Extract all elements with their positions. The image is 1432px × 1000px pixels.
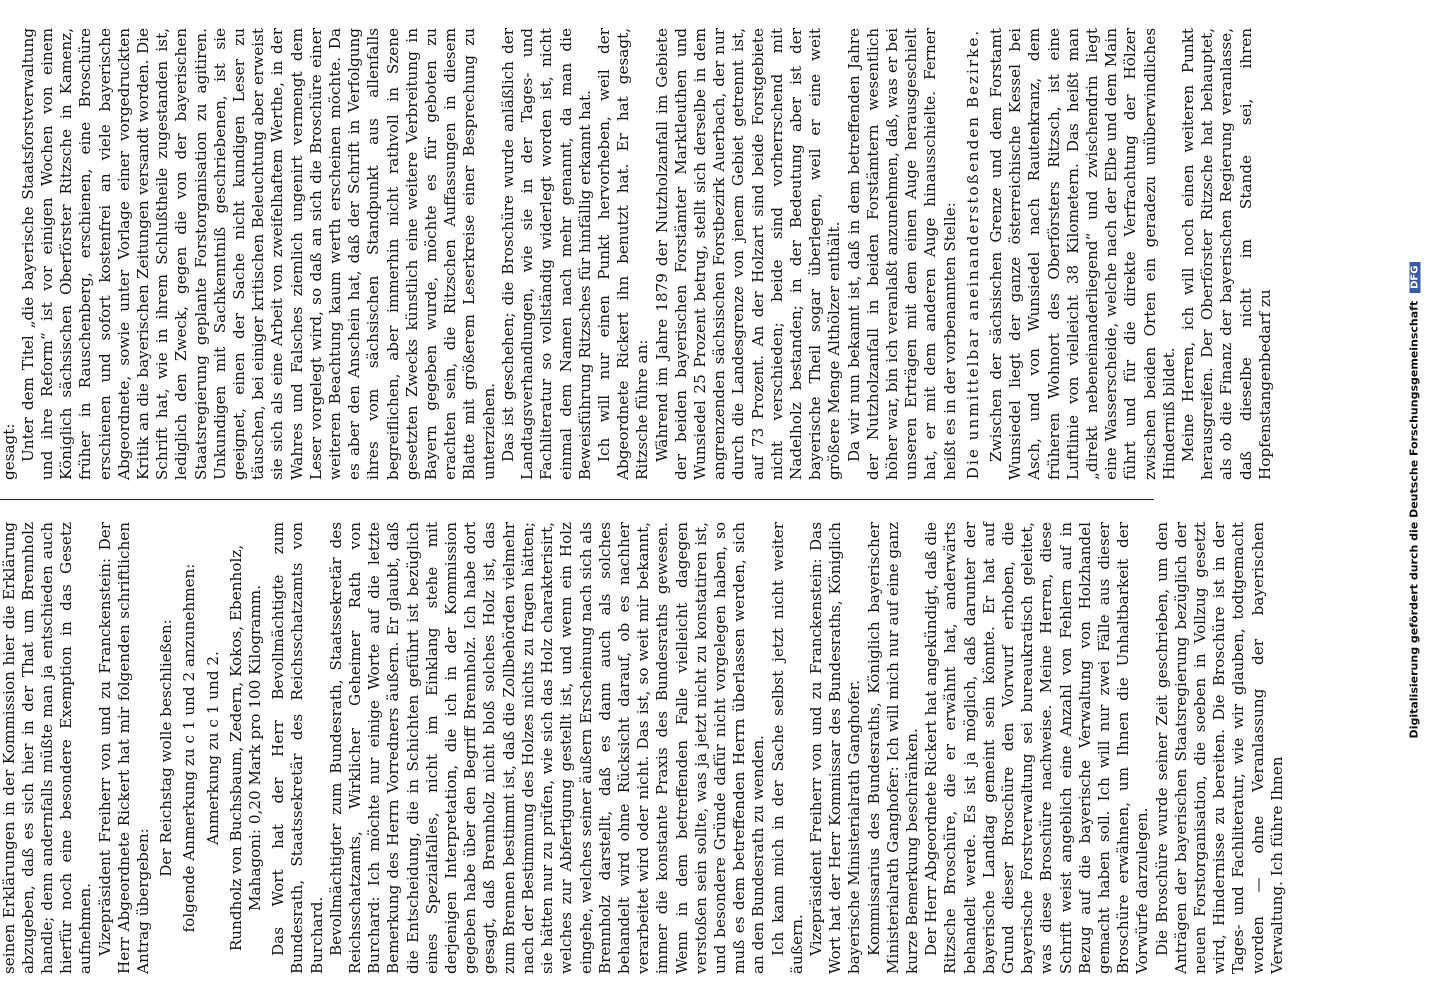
paragraph: Da wir nun bekannt ist, daß in dem betreffenden Jahre der Nutzholzanfall in beiden Forstämtern wesentlich höher war, bin ich veranlaßt anzunehmen, daß, was er bei unseren Erträgen mit dem einen Auge herausgeschielt hat, er mit dem anderen Auge hinausschielte. Ferner heißt es in der vorbenannten Stelle: xyxy=(844,28,959,480)
paragraph: Der Herr Abgeordnete Rickert hat angekündigt, daß die Ritzsche Broschüre, die er erwähnt hat, anderwärts behandelt werde. Es ist ja möglich, daß darunter der bayerische Landtag gemeint sein könnte. Er hat auf Grund dieser Broschüre den Vorwurf erhoben, die bayerische Forstverwaltung sei bureaukratisch geleitet, was diese Broschüre nachweise. Meine Herren, diese Schrift weist angeblich eine Anzahl von Fehlern auf in Bezug auf die bayerische Verwaltung von Holzhandel gemacht haben soll. Ich will nur zwei Fälle aus dieser Broschüre erwähnen, um Ihnen die Unhaltbarkeit der Vorwürfe darzulegen. xyxy=(922,522,1152,974)
paragraph: Die unmittelbar aneinanderstoßenden Bezirke. xyxy=(963,28,982,480)
left-column xyxy=(0,522,1286,974)
paragraph: Bevollmächtigter zum Bundesrath, Staatssekretär des Reichsschatzamts, Wirklicher Geheimer Rath von Burchard: Ich möchte nur einige Worte auf die letzte Bemerkung des Herrn Vorredners äußern. Er glaubt, daß die Entscheidung, die in Schichten geführt ist bezüglich eines Spezialfalles, nicht im Einklang stehe mit derjenigen Interpretation, die ich in der Kommission gegeben habe über den Begriff Brennholz. Ich habe dort gesagt, daß Brennholz nicht bloß solches Holz ist, das zum Brennen bestimmt ist, daß die Zollbehörden vielmehr nach der Bestimmung des Holzes nichts zu fragen hätten; sie hätten nur zu prüfen, wie sich das Holz charakterisirt, welches zur Abfertigung gestellt ist, und wenn ein Holz eingehe, welches seiner äußern Erscheinung nach sich als Brennholz darstellt, daß es dann auch als solches behandelt wird ohne Rücksicht darauf, ob es nachher verarbeitet wird oder nicht. Das ist, so weit mir bekannt, immer die konstante Praxis des Bundesraths gewesen. Wenn in dem betreffenden Falle vielleicht dagegen verstoßen sein sollte, was ja jetzt nicht zu konstatiren ist, und besondere Gründe dafür nicht vorgelegen haben, so muß es dem betreffenden Herrn überlassen werden, sich an den Bundesrath zu wenden. xyxy=(326,522,768,974)
paragraph: Der Reichstag wolle beschließen: xyxy=(157,619,176,877)
paragraph: Ich kann mich in der Sache selbst jetzt nicht weiter äußern. xyxy=(768,522,806,974)
dfg-note-text: Digitalisierung gefördert durch die Deutsche Forschungsgemeinschaft xyxy=(1407,300,1421,739)
right-column xyxy=(0,28,1274,480)
paragraph: Die Broschüre wurde seiner Zeit geschrieben, um den Anträgen der bayerischen Staatsregierung bezüglich der neuen Forstorganisation, die soeben in Vollzug gesetzt wird, Hindernisse zu bereiten. Die Broschüre ist in der Tages- und Fachliteratur, wie wir glauben, todtgemacht worden — ohne Veranlassung der bayerischen Verwaltung. Ich führe Ihnen xyxy=(1152,522,1286,974)
paragraph: Rundholz von Buchsbaum, Zedern, Kokos, Ebenholz, Mahagoni: 0,20 Mark pro 100 Kilogramm. xyxy=(226,544,265,952)
paragraph: Vizepräsident Freiherr von und zu Franckenstein: Das Wort hat der Herr Kommissar des Bundesraths, Königlich bayerische Ministerialrath Ganghofer. xyxy=(806,522,864,974)
paragraph: Meine Herren, ich will noch einen weiteren Punkt herausgreifen. Der Oberförster Ritzsche hat behauptet, als ob die Finanz der bayerischen Regierung veranlasse, daß dieselbe nicht im Stande sei, ihren Hopfenstangenbedarf zu xyxy=(1179,28,1274,480)
paragraph: Während im Jahre 1879 der Nutzholzanfall im Gebiete der beiden bayerischen Forstämter Marktleuthen und Wunsiedel 25 Prozent betrug, stellt sich derselbe in dem angrenzenden sächsischen Forstbezirk Auerbach, der nur durch die Landesgrenze von jenem Gebiet getrennt ist, auf 73 Prozent. An der Holzart sind beide Forstgebiete nicht verschieden; beide sind vorherrschend mit Nadelholz bestanden; in der Bedeutung aber ist der bayerische Theil sogar überlegen, weil er eine weit größere Menge Althölzer enthält. xyxy=(652,28,844,480)
paragraph: Unter dem Titel „die bayerische Staatsforstverwaltung und ihre Reform“ ist vor einigen Wochen von einem Königlich sächsischen Oberförster Ritzsche in Kamenz, früher in Rauschenberg, erschienen, eine Broschüre erschienen und sofort kostenfrei an viele bayerische Abgeordnete, sowie unter Vorlage einer vorgedruckten Kritik an die bayerischen Zeitungen versandt worden. Die Schrift hat, wie in ihrem Schlußtheile zugestanden ist, lediglich den Zweck, gegen die von der bayerischen Staatsregierung geplante Forstorganisation zu agitiren. Unkundigen mit Sachkenntniß geschriebenen, ist sie geeignet, einen der Sache nicht kundigen Leser zu täuschen, bei einiger kritischen Beleuchtung aber erweist sie sich als eine Arbeit von zweifelhaftem Werthe, in der Wahres und Falsches ziemlich ungenirt vermengt dem Leser vorgelegt wird, so daß an sich die Broschüre einer weiteren Beachtung kaum werth erscheinen möchte. Da es aber den Anschein hat, daß der Schrift in Verfolgung ihres vom sächsischen Standpunkt aus allenfalls begreiflichen, aber immerhin nicht rathvoll in Szene gesetzten Zwecks künstlich eine weitere Verbreitung in Bayern gegeben wurde, möchte es für geboten zu erachten sein, die Ritzschen Auffassungen in diesem Blatte mit größerem Leserkreise einer Besprechung zu unterziehen. xyxy=(18,28,498,480)
paragraph: Anmerkung zu c 1 und 2. xyxy=(203,651,222,845)
paragraph: Zwischen der sächsischen Grenze und dem Forstamt Wunsiedel liegt der ganze österreichische Kessel bei Asch, und von Wunsiedel nach Rautenkranz, dem früheren Wohnort des Oberförsters Ritzsch, ist eine Luftlinie von vielleicht 38 Kilometern. Das heißt man „direkt nebeneinanderliegend“ und zwischendrin liegt eine Wasserscheide, welche nach der Elbe und dem Main führt und für die direkte Verfrachtung der Hölzer zwischen beiden Orten ein geradezu unüberwindliches Hinderniß bildet. xyxy=(986,28,1178,480)
dfg-logo-badge: DFG xyxy=(1410,262,1421,293)
document-page xyxy=(0,20,1286,980)
paragraph: Das Wort hat der Herr Bevollmächtigte zum Bundesrath, Staatssekretär des Reichsschatzamts von Burchard. xyxy=(269,522,326,974)
column-divider xyxy=(0,499,1154,500)
paragraph: folgende Anmerkung zu c 1 und 2 anzunehmen: xyxy=(180,563,199,933)
paragraph: Das ist geschehen; die Broschüre wurde anläßlich der Landtagsverhandlungen, wie sie in der Tages- und Fachliteratur so vollständig widerlegt worden ist, nicht einmal dem Namen nach mehr genannt, da man die Beweisführung Ritzsches für hinfällig erkannt hat. xyxy=(498,28,594,480)
paragraph: Kommissarius des Bundesraths, Königlich bayerischer Ministerialrath Ganghofer: Ich will mich nur auf eine ganz kurze Bemerkung beschränken. xyxy=(864,522,921,974)
paragraph: gesagt: xyxy=(0,423,18,480)
dfg-margin-note xyxy=(1402,18,1426,982)
paragraph: Vizepräsident Freiherr von und zu Franckenstein: Der Herr Abgeordnete Rickert hat mir folgenden schriftlichen Antrag übergeben: xyxy=(95,522,153,974)
paragraph: Ich will nur einen Punkt hervorheben, weil der Abgeordnete Rickert ihn benutzt hat. Er hat gesagt, Ritzsche führe an: xyxy=(594,28,652,480)
paragraph: seinen Erklärungen in der Kommission hier die Erklärung abzugeben, daß es sich hier in der That um Brennholz handle; denn andernfalls müßte man ja entschieden auch hierfür noch eine besondere Exemption in das Gesetz aufnehmen. xyxy=(0,522,95,974)
